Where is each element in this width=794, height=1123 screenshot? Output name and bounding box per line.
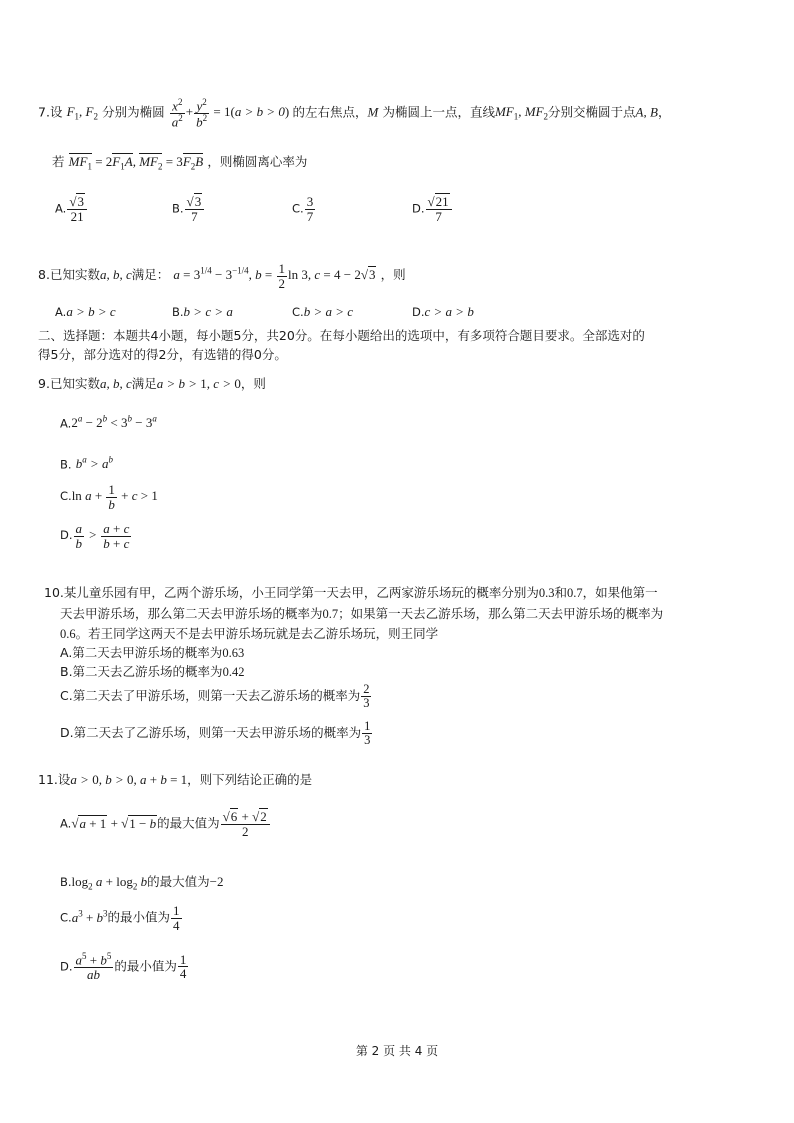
q9-option-c[interactable]: C.ln a + $\frac{1}{b}$ + c > 1	[60, 482, 158, 512]
q10-option-c-value: $\frac{2}{3}$	[363, 682, 370, 711]
q7-option-b[interactable]: B. $\frac{√3}{7}$	[172, 195, 205, 223]
q9-option-b-value: $b^a > a^b$	[75, 455, 113, 472]
q11-option-a[interactable]: A.√a + 1 + √1 − b的最大值为 $\frac{√6 + √2}{2}$	[60, 810, 271, 838]
q7-math-m: M	[367, 104, 379, 120]
q9-option-a[interactable]: $A.2^a - 2^b < 3^b - 3^a$	[60, 414, 157, 431]
q8-option-d[interactable]: D.c > a > b	[412, 304, 474, 319]
q11-option-d[interactable]: D. $\frac{a^5 + b^5}{ab}$ 的最小值为 $\frac{1}{4}$	[60, 951, 187, 982]
q9-math-vars: a, b, c	[99, 376, 132, 391]
q11-number: 11.	[38, 772, 58, 787]
q9-option-c-value: ln a + $\frac{1}{b}$ + c > 1	[71, 482, 158, 512]
q10-line2: 天去甲游乐场，那么第二天去甲游乐场的概率为0.7；如果第一天去乙游乐场，那么第二天去甲游乐场的概率为	[60, 606, 664, 621]
q9-text-1: 已知实数	[49, 376, 100, 391]
q11-text-1: 设	[57, 772, 71, 787]
q8-text-2: 满足：	[131, 267, 170, 283]
q8-option-b[interactable]: B.b > c > a	[172, 304, 233, 319]
q7-text-3: 的左右焦点，	[292, 104, 368, 120]
q7-text-7: ，则椭圆离心率为	[207, 154, 308, 169]
q11-line1	[38, 770, 312, 788]
page-footer: 第 2 页 共 4 页	[355, 1044, 439, 1058]
q11-option-c-value: $\frac{1}{4}$	[173, 903, 180, 933]
q11-option-b[interactable]: $B.\log_2$ $a + \log_2 b$的最大值为−2	[60, 874, 224, 892]
q11-option-c-expr: $a^3 + b^3$	[71, 908, 108, 925]
q8-text-3: ，则	[380, 267, 406, 283]
q7-text-5: 分别交椭圆于点	[548, 104, 636, 120]
q11-text-2: ，则下列结论正确的是	[187, 772, 313, 787]
q7-math-lines: $MF_1$, $MF_2$	[494, 104, 549, 123]
q7-math-ab: A, B	[635, 104, 658, 120]
q8-option-a-value: a > b > c	[66, 304, 116, 319]
q11-option-b-value: −2	[209, 874, 224, 889]
q7-math-vectors: $MF_1 = 2F_1A$, $MF_2 = 3F_2B$	[68, 154, 204, 172]
q10-option-b[interactable]: B.第二天去乙游乐场的概率为0.42	[60, 664, 245, 679]
q9-option-d-value: $\frac{a}{b}$ > $\frac{a + c}{b + c}$	[75, 521, 130, 551]
q10-line3: 0.6。若王同学这两天不是去甲游乐场玩就是去乙游乐场玩，则王同学	[60, 626, 439, 641]
section2-line1: 二、选择题：本题共4小题，每小题5分，共20分。在每小题给出的选项中，有多项符合题目要求。全部选对的	[38, 328, 645, 343]
q9-line1	[38, 374, 266, 392]
q7-option-c-value: $\frac{3}{7}$	[306, 194, 314, 224]
q7-text-6: 若	[52, 154, 65, 169]
q7-option-d-value: $\frac{√21}{7}$	[426, 195, 452, 223]
q7-line2	[52, 152, 307, 172]
q7-math-foci: $F_1$, $F_2$	[66, 104, 98, 123]
q7-text-4: 为椭圆上一点，直线	[382, 104, 495, 120]
q8-option-b-value: b > c > a	[183, 304, 233, 319]
q7-option-b-value: $\frac{√3}{7}$	[185, 195, 205, 223]
q8-math-vars: a, b, c	[99, 267, 132, 283]
q8-text-1: 已知实数	[49, 267, 100, 283]
q11-option-d-value: $\frac{1}{4}$	[179, 951, 187, 982]
q11-option-a-value: $\frac{√6 + √2}{2}$	[221, 810, 270, 838]
q7-math-ellipse: $\frac{x^2}{a^2}$ + $\frac{y^2}{b^2}$ = 1(a > b > 0)	[171, 97, 290, 130]
q9-option-d[interactable]: D. $\frac{a}{b}$ > $\frac{a + c}{b + c}$	[60, 522, 132, 550]
q10-option-d[interactable]: D.第二天去了乙游乐场，则第一天去甲游乐场的概率为 $\frac{1}{3}$	[60, 719, 371, 748]
q9-option-b[interactable]: B. $b^a > a^b$	[60, 455, 113, 472]
q11-option-b-expr: $\log_2 a + \log_2 b$	[71, 874, 148, 892]
q11-option-a-expr: √a + 1 + √1 − b	[71, 815, 157, 831]
q7-option-d[interactable]: D. $\frac{√21}{7}$	[412, 195, 453, 223]
q9-text-3: ，则	[240, 376, 266, 391]
q8-option-c-value: b > a > c	[303, 304, 354, 319]
q7-option-c[interactable]: C. $\frac{3}{7}$	[292, 194, 314, 224]
q9-text-2: 满足	[131, 376, 157, 391]
q7-option-a[interactable]: A. $\frac{√3}{21}$	[55, 195, 88, 223]
q8-math-definitions: $a = 3^{1/4} - 3^{-1/4}$, b = $\frac{1}{2}$ ln 3, c = 4 − 2√3	[173, 261, 376, 291]
q10-line1: 10.某儿童乐园有甲，乙两个游乐场，小王同学第一天去甲，乙两家游乐场玩的概率分别为0.3和0.7，如果他第一	[44, 585, 658, 600]
q9-math-condition: a > b > 1, c > 0	[156, 376, 241, 391]
q9-option-a-value: $2^a - 2^b < 3^b - 3^a$	[71, 414, 157, 431]
q9-number: 9.	[38, 376, 50, 391]
q7-line1: 7.设 $F_1$, $F_2$ 分别为椭圆 $\frac{x^2}{a^2}$ + $\frac{y^2}{b^2}$ = 1(a > b > 0) 的左右焦点，M 为椭圆上一点，直线$MF_1$, $MF_2$分别交椭圆于点A, B，	[38, 97, 671, 130]
q11-math-condition: a > 0, b > 0, a + b = 1	[70, 772, 188, 787]
q7-text-1: 设	[49, 104, 63, 120]
q8-line1	[38, 262, 406, 290]
q7-option-a-value: $\frac{√3}{21}$	[67, 195, 87, 223]
q11-option-c[interactable]: $C.a^3 + b^3$的最小值为 $\frac{1}{4}$	[60, 903, 180, 933]
q10-option-a[interactable]: A.第二天去甲游乐场的概率为0.63	[60, 645, 245, 660]
q7-number: 7.	[38, 104, 50, 120]
q8-option-a[interactable]: A.a > b > c	[55, 304, 116, 319]
q7-text-2: 分别为椭圆	[102, 104, 165, 120]
q8-number: 8.	[38, 267, 50, 283]
section2-line2: 得5分，部分选对的得2分，有选错的得0分。	[38, 347, 287, 362]
q10-number: 10.	[44, 585, 64, 600]
q8-option-c[interactable]: C.b > a > c	[292, 304, 354, 319]
q10-option-c[interactable]: C.第二天去了甲游乐场，则第一天去乙游乐场的概率为 $\frac{2}{3}$	[60, 682, 370, 711]
q10-option-d-value: $\frac{1}{3}$	[364, 719, 371, 748]
q11-option-d-expr: $\frac{a^5 + b^5}{ab}$	[75, 951, 112, 982]
q8-option-d-value: c > a > b	[424, 304, 474, 319]
